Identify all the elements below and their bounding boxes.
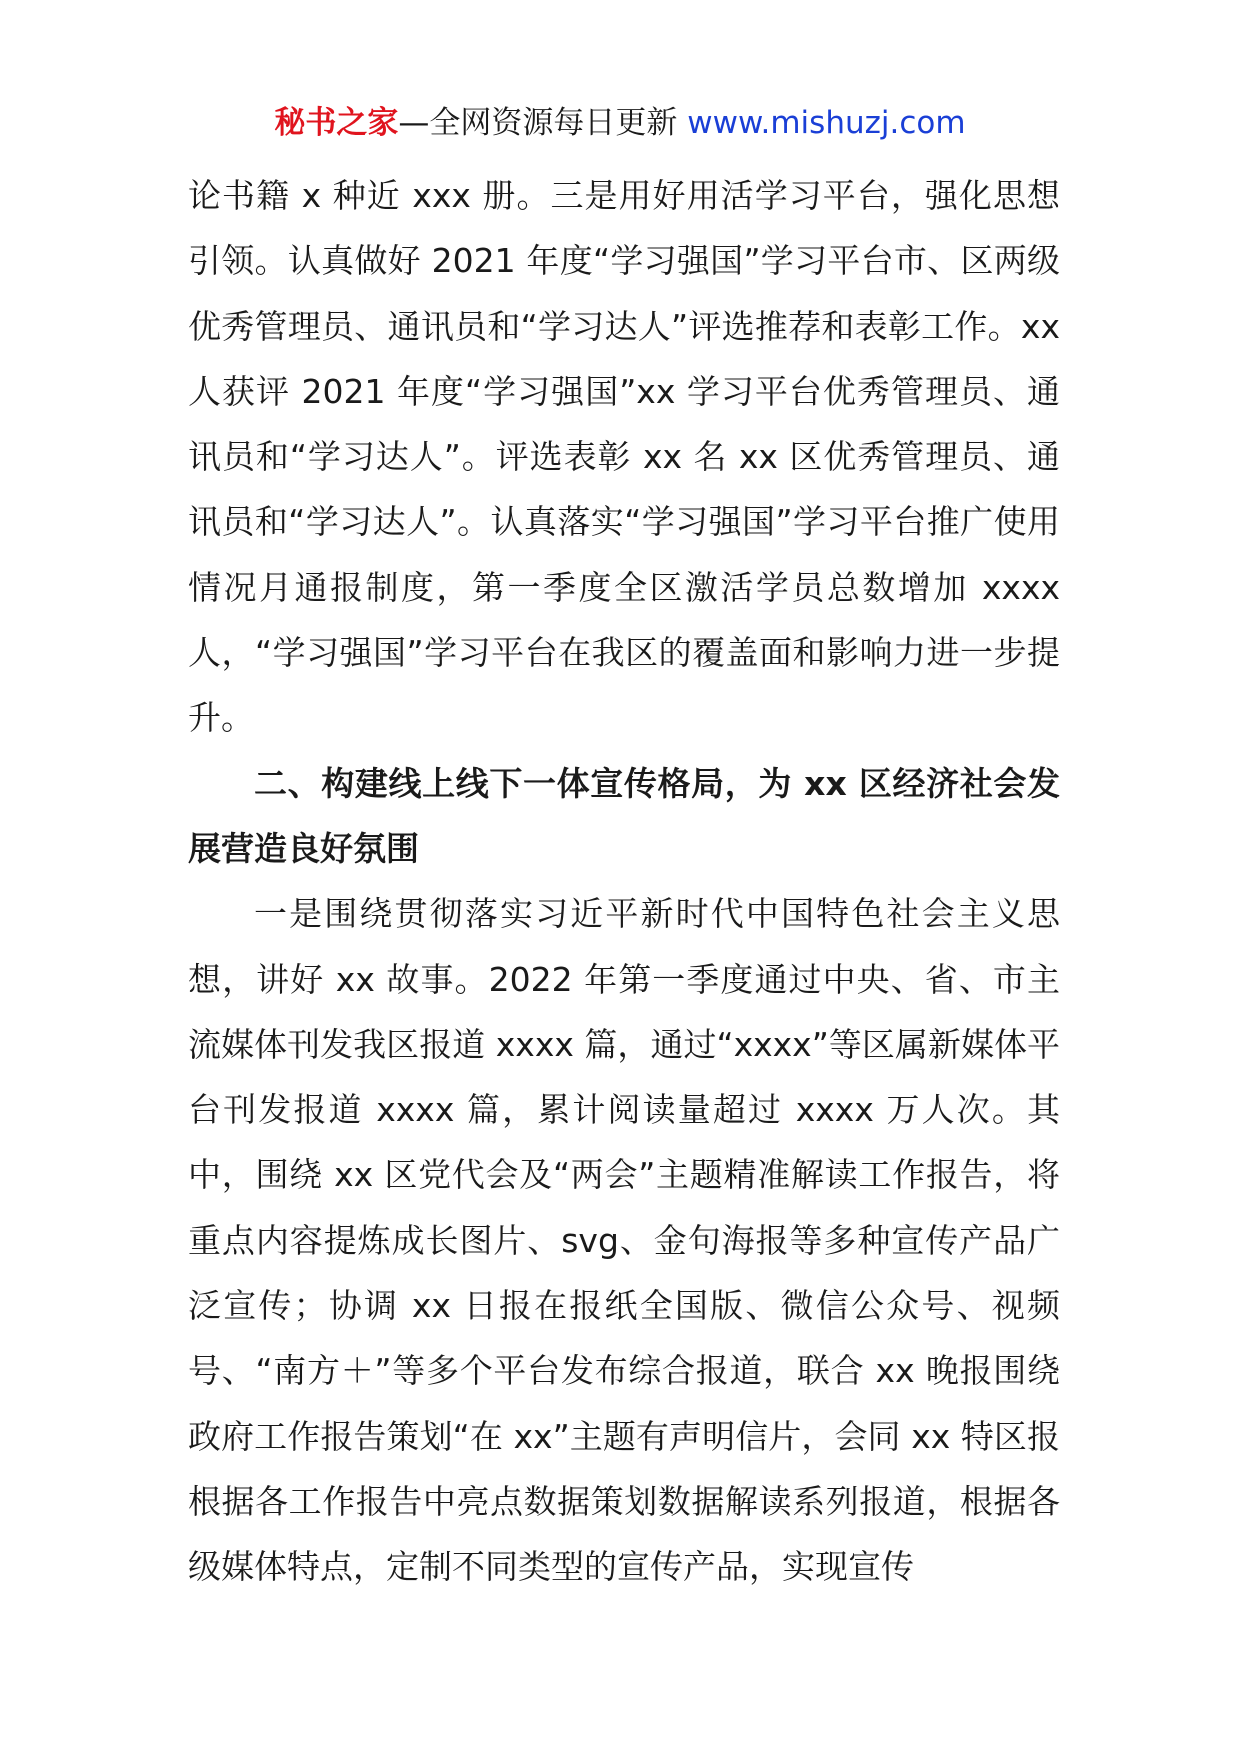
document-body <box>188 163 1060 1600</box>
paragraph-body: 一是围绕贯彻落实习近平新时代中国特色社会主义思想，讲好 xx 故事。2022 年第一季度通过中央、省、市主流媒体刊发我区报道 xxxx 篇，通过“xxxx”等区属新媒体平台刊发报道 xxxx 篇，累计阅读量超过 xxxx 万人次。其中，围绕 xx 区党代会及“两会”主题精准解读工作报告，将重点内容提炼成长图片、svg、金句海报等多种宣传产品广泛宣传；协调 xx 日报在报纸全国版、微信公众号、视频号、“南方＋”等多个平台发布综合报道，联合 xx 晚报围绕政府工作报告策划“在 xx”主题有声明信片，会同 xx 特区报根据各工作报告中亮点数据策划数据解读系列报道，根据各级媒体特点，定制不同类型的宣传产品，实现宣传 <box>188 894 1060 1587</box>
section-heading: 二、构建线上线下一体宣传格局，为 xx 区经济社会发展营造良好氛围 <box>188 763 1060 868</box>
page-header <box>0 103 1240 143</box>
header-tagline: —全网资源每日更新 <box>398 105 678 141</box>
header-brand: 秘书之家 <box>274 105 399 141</box>
header-site-url[interactable]: www.mishuzj.com <box>687 105 966 141</box>
paragraph-continuation: 论书籍 x 种近 xxx 册。三是用好用活学习平台，强化思想引领。认真做好 2021 年度“学习强国”学习平台市、区两级优秀管理员、通讯员和“学习达人”评选推荐和表彰工作。xx 人获评 2021 年度“学习强国”xx 学习平台优秀管理员、通讯员和“学习达人”。评选表彰 xx 名 xx 区优秀管理员、通讯员和“学习达人”。认真落实“学习强国”学习平台推广使用情况月通报制度，第一季度全区激活学员总数增加 xxxx 人，“学习强国”学习平台在我区的覆盖面和影响力进一步提升。 <box>188 176 1060 738</box>
